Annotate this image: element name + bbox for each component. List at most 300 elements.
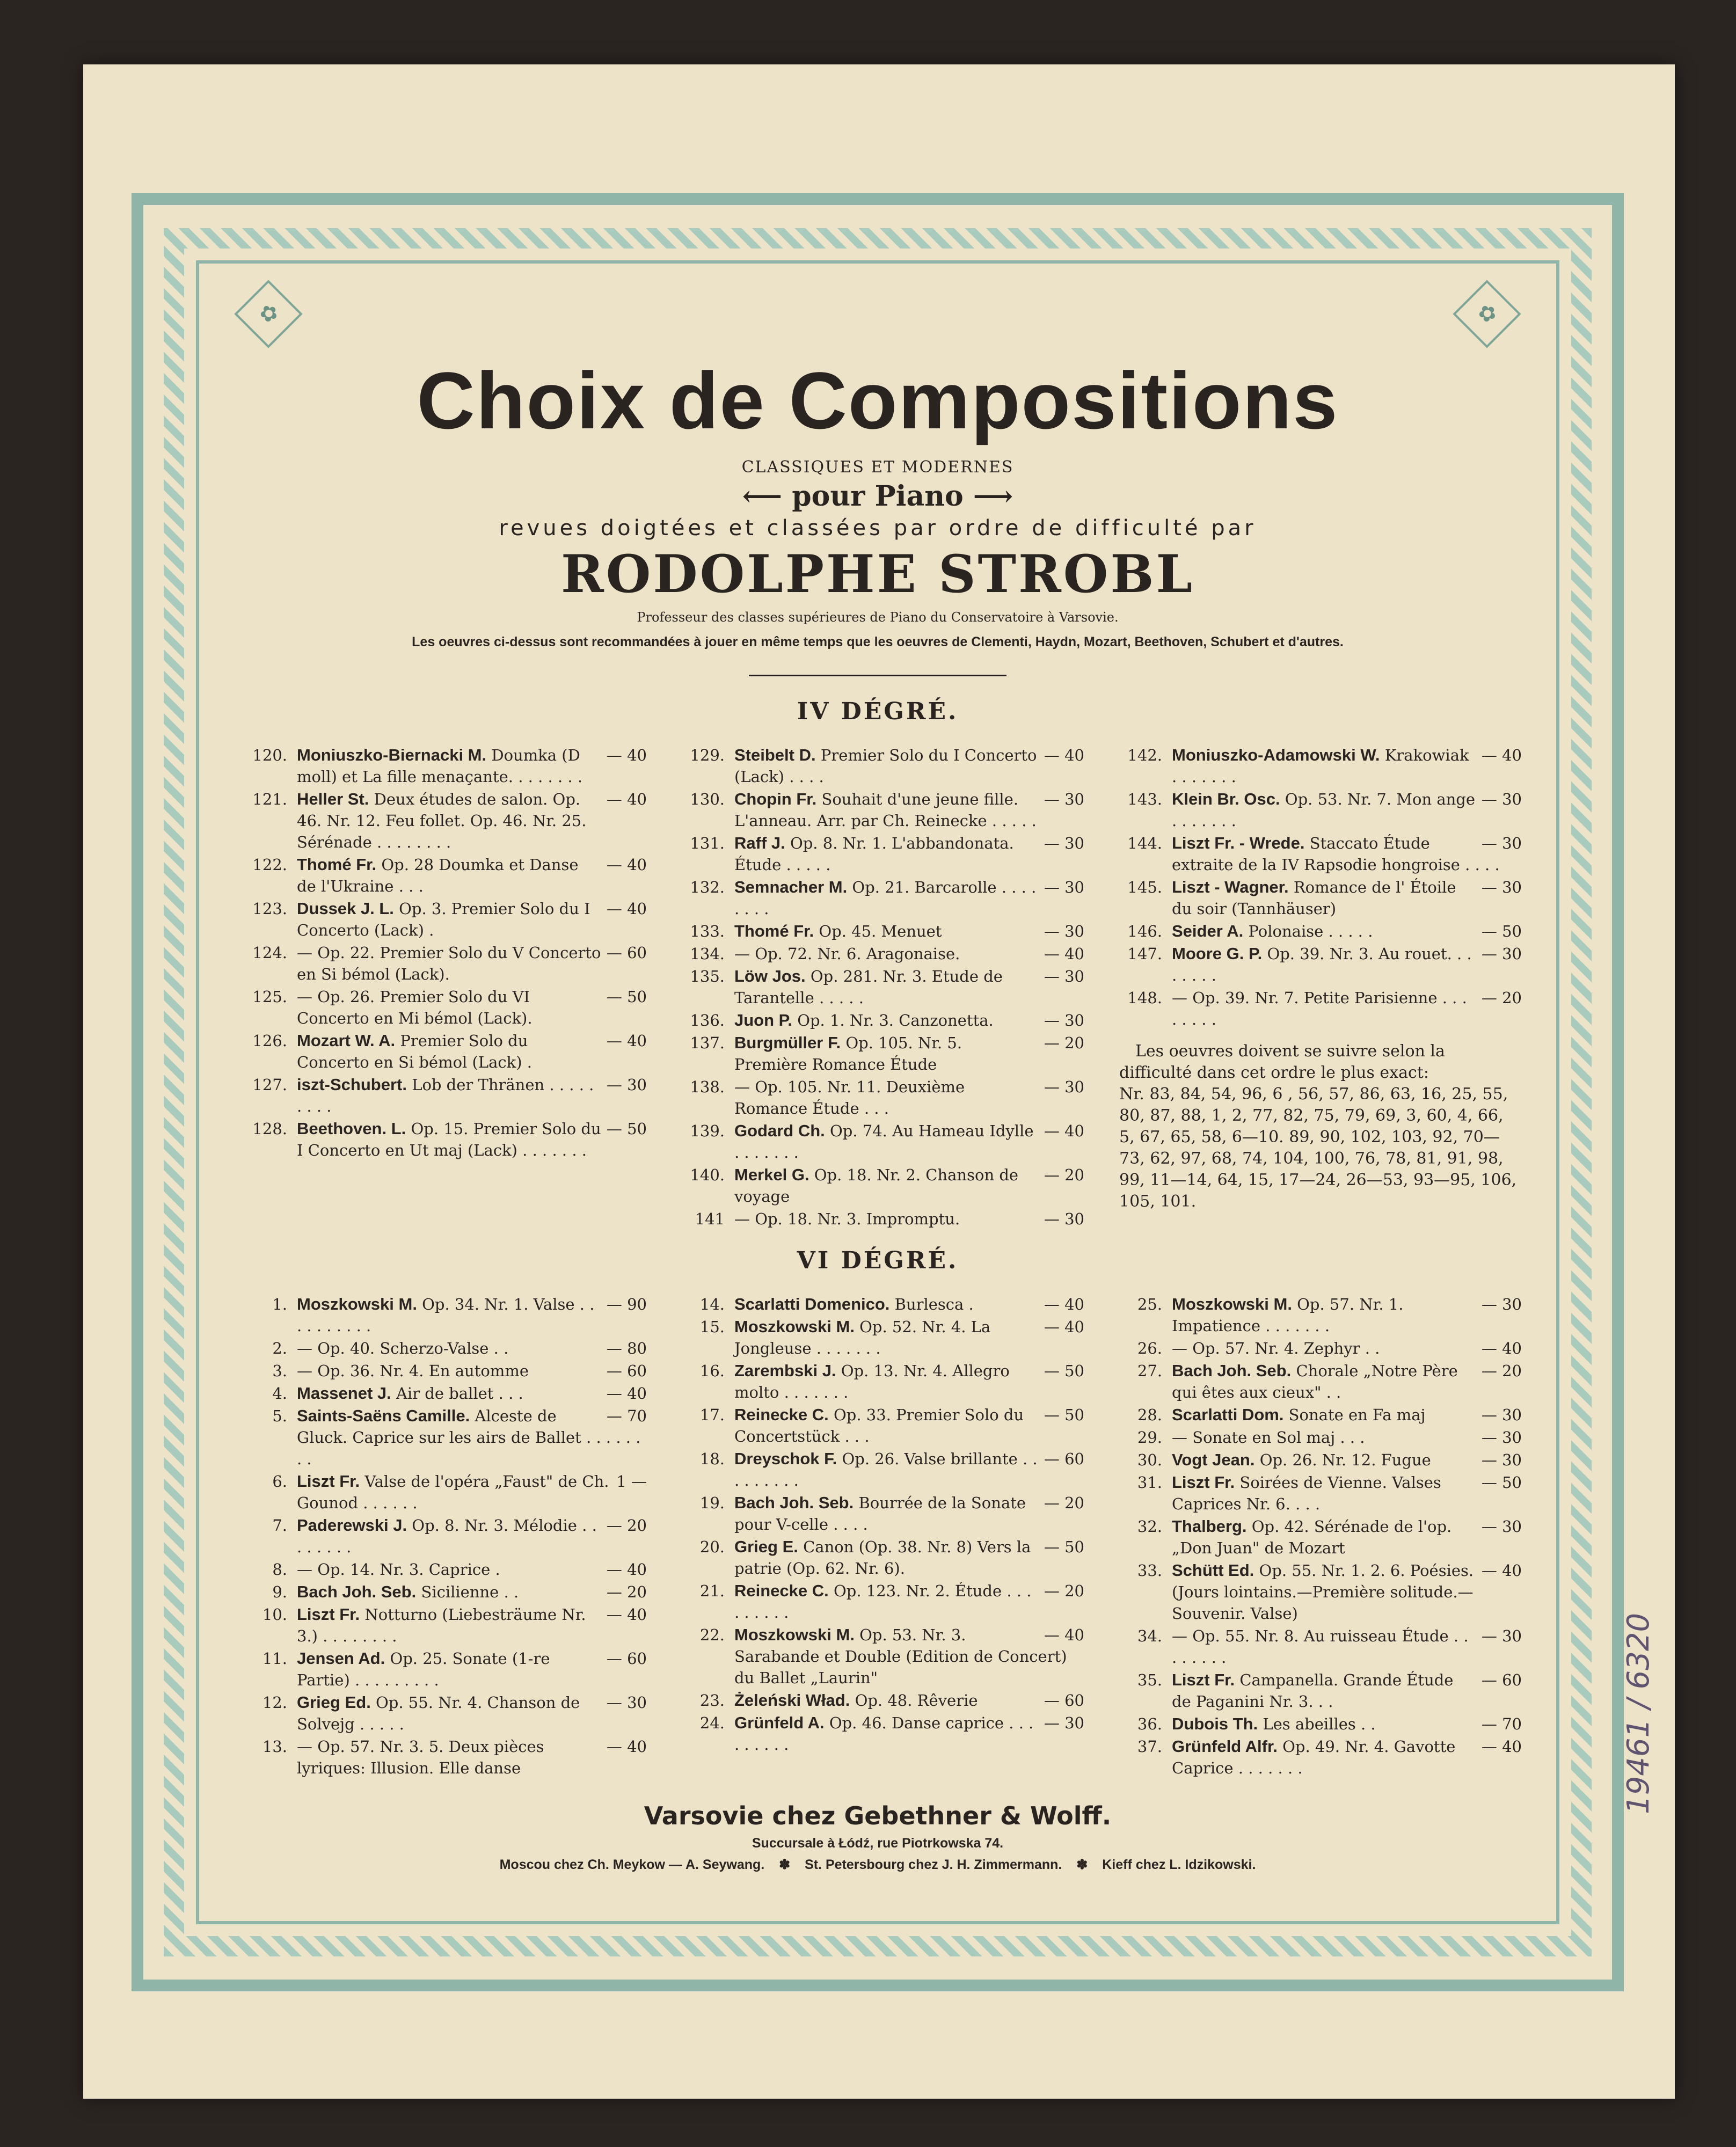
item-number: 140. (690, 1166, 725, 1184)
item-number: 8. (272, 1560, 287, 1579)
composer-name: Moore G. P. (1172, 944, 1263, 963)
item-number: 124. (252, 944, 287, 962)
column-entries (1108, 744, 1522, 1030)
composer-name: Moszkowski M. (1172, 1295, 1292, 1313)
composer-name: Scarlatti Dom. (1172, 1405, 1284, 1424)
item-body (297, 1559, 647, 1580)
work-title: Op. 39. Nr. 3. Au rouet. . . . . . . . (1172, 945, 1472, 984)
item-number: 129. (690, 746, 725, 764)
work-title: Sicilienne . . (421, 1583, 519, 1601)
list-item (671, 1536, 1084, 1579)
item-price: — 30 (1481, 1428, 1522, 1447)
list-item (1108, 1472, 1522, 1515)
item-body (1172, 1560, 1522, 1624)
item-price: — 70 (1481, 1715, 1522, 1733)
agent-petersburg: St. Petersbourg chez J. H. Zimmermann. (805, 1857, 1062, 1872)
item-price: — 40 (1044, 1318, 1084, 1336)
list-item (1108, 1669, 1522, 1712)
item-price: — 30 (1481, 878, 1522, 896)
item-number: 6. (272, 1472, 287, 1491)
composer-name: Liszt Fr. - Wrede. (1172, 834, 1305, 852)
item-price: — 30 (1481, 1295, 1522, 1313)
library-stamp: 19461 / 6320 (1621, 1612, 1656, 1814)
work-title: Op. 45. Menuet (819, 922, 942, 940)
list-item (1108, 987, 1522, 1030)
item-number: 146. (1127, 922, 1162, 940)
composer-name: Steibelt D. (734, 746, 816, 764)
item-price: — 40 (1044, 746, 1084, 764)
item-price: — 50 (1044, 1362, 1084, 1380)
item-body (1172, 832, 1522, 875)
work-title: — Op. 57. Nr. 4. Zephyr . . (1172, 1339, 1380, 1357)
item-number: 128. (252, 1120, 287, 1138)
item-number: 28. (1137, 1406, 1162, 1424)
list-item (1108, 1449, 1522, 1471)
item-number: 33. (1137, 1561, 1162, 1580)
item-price: — 40 (1044, 1122, 1084, 1140)
item-number: 139. (690, 1122, 725, 1140)
item-number: 121. (252, 790, 287, 808)
item-price: — 60 (606, 944, 647, 962)
composer-name: Dussek J. L. (297, 899, 394, 918)
publisher-block (234, 1801, 1522, 1873)
item-price: — 60 (1481, 1671, 1522, 1689)
item-price: — 30 (1044, 967, 1084, 985)
item-number: 16. (699, 1362, 725, 1380)
item-price: — 20 (1481, 989, 1522, 1007)
item-body (297, 1581, 647, 1603)
list-item (1108, 1713, 1522, 1735)
item-body (734, 1076, 1084, 1119)
item-price: — 60 (606, 1362, 647, 1380)
item-price: — 30 (1044, 1210, 1084, 1228)
work-title: Chorale „Notre Père qui êtes aux cieux" . . (1172, 1362, 1458, 1401)
composer-name: Thomé Fr. (297, 855, 377, 874)
composer-name: Moniuszko-Biernacki M. (297, 746, 487, 764)
page-title: Choix de Compositions (417, 355, 1339, 446)
composer-name: Dreyschok F. (734, 1449, 837, 1468)
item-body (1172, 1736, 1522, 1779)
item-body (297, 1471, 647, 1514)
item-number: 4. (272, 1384, 287, 1403)
publisher-name: Varsovie chez Gebethner & Wolff. (644, 1801, 1112, 1830)
item-price: — 30 (1044, 922, 1084, 940)
work-title: Op. 105. Nr. 5. Première Romance Étude (734, 1034, 962, 1074)
item-body (297, 942, 647, 985)
agent-kieff: Kieff chez L. Idzikowski. (1102, 1857, 1256, 1872)
work-title: Soirées de Vienne. Valses Caprices Nr. 6. . . . (1172, 1473, 1441, 1513)
item-number: 27. (1137, 1362, 1162, 1380)
item-price: — 40 (1481, 746, 1522, 764)
item-price: — 30 (1481, 834, 1522, 852)
list-item (1108, 1360, 1522, 1403)
item-price: — 30 (1481, 1627, 1522, 1645)
work-title: Deux études de salon. Op. 46. Nr. 12. Feu follet. Op. 46. Nr. 25. Sérénade . . . . . . . . (297, 790, 587, 851)
item-price: — 30 (1044, 1714, 1084, 1732)
list-item (671, 1208, 1084, 1230)
item-price: — 90 (606, 1295, 647, 1313)
list-item (671, 744, 1084, 787)
composer-name: Grieg E. (734, 1537, 798, 1556)
item-price: — 40 (606, 856, 647, 874)
list-item (1108, 1560, 1522, 1624)
work-title: Premier Solo du Concerto en Si bémol (Lack) . (297, 1032, 532, 1071)
item-price: — 20 (1481, 1362, 1522, 1380)
list-item (671, 1624, 1084, 1689)
work-title: Op. 281. Nr. 3. Etude de Tarantelle . . . . . (734, 967, 1003, 1007)
item-number: 21. (699, 1582, 725, 1600)
list-item (671, 966, 1084, 1009)
composer-name: Bach Joh. Seb. (734, 1493, 854, 1512)
work-title: — Op. 57. Nr. 3. 5. Deux pièces lyriques: Illusion. Elle danse (297, 1737, 544, 1777)
item-number: 23. (699, 1691, 725, 1710)
list-item (671, 1032, 1084, 1075)
work-title: Op. 53. Nr. 3. Sarabande et Double (Edition de Concert) du Ballet „Laurin" (734, 1626, 1067, 1687)
item-price: — 40 (606, 746, 647, 764)
item-body (297, 1118, 647, 1161)
item-number: 24. (699, 1714, 725, 1732)
list-item (671, 832, 1084, 875)
composer-name: iszt-Schubert. (297, 1075, 407, 1094)
item-body (734, 943, 1084, 965)
composer-name: Klein Br. Osc. (1172, 790, 1280, 808)
list-item (671, 788, 1084, 831)
item-body (297, 1338, 647, 1359)
item-body (734, 1580, 1084, 1623)
item-number: 26. (1137, 1339, 1162, 1357)
work-title: — Op. 55. Nr. 8. Au ruisseau Étude . . . . . . . . (1172, 1627, 1469, 1667)
list-item (234, 1515, 647, 1558)
item-price: — 50 (1481, 1473, 1522, 1492)
list-item (671, 1120, 1084, 1163)
item-body (734, 1448, 1084, 1491)
list-item (234, 1294, 647, 1337)
list-item (671, 1360, 1084, 1403)
work-title: Premier Solo du I Concerto (Lack) . . . . (734, 746, 1037, 786)
item-body (734, 832, 1084, 875)
ornament-icon: ✿ (1453, 280, 1521, 348)
work-title: Souhait d'une jeune fille. L'anneau. Arr. par Ch. Reinecke . . . . . (734, 790, 1037, 830)
composer-name: Massenet J. (297, 1384, 391, 1403)
subtitle-classiques: CLASSIQUES ET MODERNES (741, 458, 1014, 477)
composer-name: Löw Jos. (734, 967, 806, 985)
item-price: — 60 (606, 1649, 647, 1668)
composer-name: Saints-Saëns Camille. (297, 1406, 470, 1425)
list-item (234, 1383, 647, 1404)
item-body (297, 1736, 647, 1779)
composer-name: Merkel G. (734, 1165, 809, 1184)
work-title: Bourrée de la Sonate pour V-celle . . . . (734, 1494, 1026, 1533)
item-number: 31. (1137, 1473, 1162, 1492)
item-number: 30. (1137, 1451, 1162, 1469)
item-price: — 50 (1044, 1538, 1084, 1556)
composer-name: Grieg Ed. (297, 1693, 371, 1712)
composer-name: Thomé Fr. (734, 922, 814, 940)
item-body (297, 788, 647, 853)
list-item (234, 1581, 647, 1603)
item-price: — 60 (1044, 1691, 1084, 1710)
item-number: 137. (690, 1034, 725, 1052)
recommendation-note: Les oeuvres ci-dessus sont recommandées à jouer en même temps que les oeuvres de Clementi, Haydn, Mozart, Beethoven, Schubert et d'autres. (412, 634, 1344, 649)
item-price: 1 — (616, 1472, 647, 1491)
item-body (1172, 921, 1522, 942)
work-title: Op. 28 Doumka et Danse de l'Ukraine . . . (297, 856, 579, 895)
item-body (1172, 788, 1522, 831)
item-price: — 70 (606, 1407, 647, 1425)
item-price: — 50 (606, 988, 647, 1006)
list-item (671, 1448, 1084, 1491)
item-number: 144. (1127, 834, 1162, 852)
list-item (671, 1316, 1084, 1359)
item-price: — 30 (1481, 1451, 1522, 1469)
item-price: — 20 (1044, 1166, 1084, 1184)
work-title: Krakowiak . . . . . . . (1172, 746, 1469, 786)
list-item (1108, 877, 1522, 919)
item-price: — 40 (606, 1032, 647, 1050)
section-title-iv: IV DÉGRÉ. (797, 698, 959, 725)
work-title: — Op. 26. Premier Solo du VI Concerto en Mi bémol (Lack). (297, 988, 533, 1027)
item-price: — 60 (1044, 1450, 1084, 1468)
item-body (734, 1360, 1084, 1403)
work-title: Op. 48. Rêverie (855, 1691, 978, 1710)
work-title: Air de ballet . . . (396, 1384, 523, 1403)
list-item (671, 1010, 1084, 1031)
item-body (1172, 1472, 1522, 1515)
section-iv (234, 744, 1522, 1231)
work-title: Canon (Op. 38. Nr. 8) Vers la patrie (Op. 62. Nr. 6). (734, 1538, 1031, 1578)
list-item (234, 1692, 647, 1735)
item-number: 2. (272, 1339, 287, 1357)
item-body (1172, 987, 1522, 1030)
composer-name: Liszt Fr. (297, 1605, 360, 1624)
work-title: — Op. 105. Nr. 11. Deuxième Romance Étude . . . (734, 1078, 965, 1118)
work-title: Op. 3. Premier Solo du I Concerto (Lack) . (297, 900, 590, 939)
item-body (1172, 1713, 1522, 1735)
item-body (297, 1030, 647, 1073)
list-item (1108, 921, 1522, 942)
composer-name: Liszt Fr. (1172, 1473, 1235, 1492)
item-body (1172, 744, 1522, 787)
composer-name: Mozart W. A. (297, 1031, 396, 1050)
work-title: Op. 55. Nr. 1. 2. 6. Poésies. (Jours lointains.—Première solitude.—Souvenir. Valse) (1172, 1561, 1474, 1623)
item-number: 142. (1127, 746, 1162, 764)
item-number: 136. (690, 1011, 725, 1029)
work-title: Valse de l'opéra „Faust" de Ch. Gounod . . . . . . (297, 1472, 609, 1512)
item-body (1172, 1427, 1522, 1448)
work-title: Op. 33. Premier Solo du Concertstück . . . (734, 1406, 1024, 1445)
work-title: Notturno (Liebesträume Nr. 3.) . . . . . . . . (297, 1605, 586, 1645)
composer-name: Liszt Fr. (1172, 1670, 1235, 1689)
item-body (734, 1316, 1084, 1359)
work-title: Op. 26. Valse brillante . . . . . . . . . (734, 1450, 1038, 1489)
item-number: 32. (1137, 1517, 1162, 1536)
item-number: 9. (272, 1583, 287, 1601)
item-body (734, 1294, 1084, 1315)
item-number: 133. (690, 922, 725, 940)
list-item (671, 921, 1084, 942)
item-number: 147. (1127, 945, 1162, 963)
item-number: 37. (1137, 1737, 1162, 1756)
item-number: 13. (262, 1737, 287, 1756)
item-price: — 30 (606, 1693, 647, 1712)
list-item (1108, 1516, 1522, 1559)
list-item (234, 898, 647, 941)
item-price: — 30 (1044, 834, 1084, 852)
author-position: Professeur des classes supérieures de Piano du Conservatoire à Varsovie. (637, 610, 1119, 625)
publisher-branch: Succursale à Łódź, rue Piotrkowska 74. (752, 1836, 1004, 1851)
item-body (297, 1383, 647, 1404)
item-number: 19. (699, 1494, 725, 1512)
item-price: — 20 (606, 1583, 647, 1601)
subtitle-revues: revues doigtées et classées par ordre de difficulté par (499, 516, 1257, 541)
item-price: — 30 (1481, 1517, 1522, 1536)
item-number: 17. (699, 1406, 725, 1424)
item-price: — 30 (1481, 945, 1522, 963)
column (1108, 744, 1522, 1231)
work-title: Op. 13. Nr. 4. Allegro molto . . . . . . . (734, 1362, 1010, 1401)
list-item (1108, 1427, 1522, 1448)
order-list: Nr. 83, 84, 54, 96, 6 , 56, 57, 86, 63, 16, 25, 55, 80, 87, 88, 1, 2, 77, 82, 75, 79, 69, 3, 60, 4, 66, 5, 67, 65, 58, 6—10. 89, 90, 102, 103, 92, 70—73, 62, 97, 68, 74, 104, 100, 76, 78, 81, 91, 98, 99, 11—14, 64, 15, 17—24, 26—53, 93—95, 106, 105, 101. (1119, 1085, 1517, 1211)
item-body (734, 966, 1084, 1009)
item-number: 20. (699, 1538, 725, 1556)
work-title: Burlesca . (894, 1295, 974, 1313)
work-title: Op. 42. Sérénade de l'op. „Don Juan" de Mozart (1172, 1517, 1452, 1557)
list-item (1108, 1625, 1522, 1668)
item-number: 123. (252, 900, 287, 918)
composer-name: Reinecke C. (734, 1405, 829, 1424)
paper-sheet (83, 64, 1675, 2099)
work-title: Polonaise . . . . . (1248, 922, 1373, 940)
composer-name: Chopin Fr. (734, 790, 817, 808)
work-title: Op. 53. Nr. 7. Mon ange . . . . . . . (1172, 790, 1476, 830)
composer-name: Seider A. (1172, 922, 1244, 940)
list-item (234, 1338, 647, 1359)
item-body (734, 1164, 1084, 1207)
item-price: — 80 (606, 1339, 647, 1357)
composer-name: Grünfeld A. (734, 1713, 825, 1732)
item-number: 11. (262, 1649, 287, 1668)
composer-name: Moniuszko-Adamowski W. (1172, 746, 1380, 764)
item-body (297, 1405, 647, 1470)
item-body (297, 1604, 647, 1647)
author-name: RODOLPHE STROBL (560, 544, 1195, 604)
work-title: Op. 74. Au Hameau Idylle . . . . . . . (734, 1122, 1034, 1162)
work-title: Op. 52. Nr. 4. La Jongleuse . . . . . . . (734, 1318, 991, 1357)
work-title: — Op. 72. Nr. 6. Aragonaise. (734, 945, 960, 963)
list-item (234, 1074, 647, 1117)
item-price: — 50 (1481, 922, 1522, 940)
item-body (734, 1404, 1084, 1447)
document-content (234, 290, 1522, 1873)
work-title: Op. 123. Nr. 2. Étude . . . . . . . . . (734, 1582, 1032, 1622)
list-item (234, 744, 647, 787)
item-price: — 30 (1481, 1406, 1522, 1424)
item-price: — 50 (1044, 1406, 1084, 1424)
item-number: 143. (1127, 790, 1162, 808)
list-item (234, 1736, 647, 1779)
item-number: 134. (690, 945, 725, 963)
list-item (234, 1648, 647, 1691)
item-number: 131. (690, 834, 725, 852)
item-number: 34. (1137, 1627, 1162, 1645)
item-number: 3. (272, 1362, 287, 1380)
composer-name: Moszkowski M. (297, 1295, 417, 1313)
composer-name: Semnacher M. (734, 878, 848, 896)
item-number: 130. (690, 790, 725, 808)
composer-name: Dubois Th. (1172, 1714, 1258, 1733)
item-number: 138. (690, 1078, 725, 1096)
composer-name: Vogt Jean. (1172, 1450, 1255, 1469)
column (671, 1294, 1084, 1780)
composer-name: Juon P. (734, 1011, 792, 1029)
item-body (1172, 1404, 1522, 1426)
work-title: — Op. 39. Nr. 7. Petite Parisienne . . . . . . . . (1172, 989, 1467, 1028)
divider (749, 675, 1006, 682)
work-title: Op. 55. Nr. 4. Chanson de Solvejg . . . . . (297, 1693, 580, 1733)
list-item (234, 1030, 647, 1073)
work-title: — Op. 22. Premier Solo du V Concerto en Si bémol (Lack). (297, 944, 601, 983)
item-body (734, 1536, 1084, 1579)
item-body (297, 1648, 647, 1691)
item-price: — 20 (606, 1516, 647, 1535)
item-price: — 40 (1044, 1295, 1084, 1313)
item-body (734, 877, 1084, 919)
item-number: 7. (272, 1516, 287, 1535)
work-title: Alceste de Gluck. Caprice sur les airs de Ballet . . . . . . . . (297, 1407, 641, 1468)
item-body (734, 1690, 1084, 1711)
item-price: — 40 (606, 1384, 647, 1403)
work-title: Op. 25. Sonate (1-re Partie) . . . . . . . . . (297, 1649, 550, 1689)
composer-name: Bach Joh. Seb. (1172, 1361, 1292, 1380)
item-body (734, 1120, 1084, 1163)
publisher-agents (234, 1857, 1522, 1873)
item-price: — 40 (1481, 1561, 1522, 1580)
work-title: Op. 8. Nr. 1. L'abbandonata. Étude . . . . . (734, 834, 1014, 874)
item-body (734, 1624, 1084, 1689)
flower-icon: ✽ (1076, 1857, 1088, 1872)
item-body (734, 1208, 1084, 1230)
composer-name: Schütt Ed. (1172, 1561, 1254, 1580)
item-number: 132. (690, 878, 725, 896)
composer-name: Burgmüller F. (734, 1033, 841, 1052)
composer-name: Liszt Fr. (297, 1472, 360, 1491)
composer-name: Zarembski J. (734, 1361, 836, 1380)
column (234, 1294, 647, 1780)
item-body (297, 1515, 647, 1558)
composer-name: Żeleński Wład. (734, 1691, 850, 1710)
item-body (297, 744, 647, 787)
item-price: — 50 (606, 1120, 647, 1138)
item-number: 22. (699, 1626, 725, 1644)
list-item (1108, 1736, 1522, 1779)
list-item (234, 942, 647, 985)
work-title: Op. 1. Nr. 3. Canzonetta. (797, 1011, 994, 1029)
item-price: — 30 (1044, 1078, 1084, 1096)
composer-name: Heller St. (297, 790, 369, 808)
work-title: Sonate en Fa maj (1288, 1406, 1426, 1424)
work-title: Op. 8. Nr. 3. Mélodie . . . . . . . . (297, 1516, 597, 1556)
list-item (671, 1580, 1084, 1623)
list-item (234, 1559, 647, 1580)
item-body (734, 1712, 1084, 1755)
item-body (734, 1010, 1084, 1031)
list-item (234, 1118, 647, 1161)
list-item (671, 1404, 1084, 1447)
list-item (1108, 1294, 1522, 1337)
item-body (1172, 1294, 1522, 1337)
composer-name: Reinecke C. (734, 1581, 829, 1600)
item-price: — 30 (1481, 790, 1522, 808)
